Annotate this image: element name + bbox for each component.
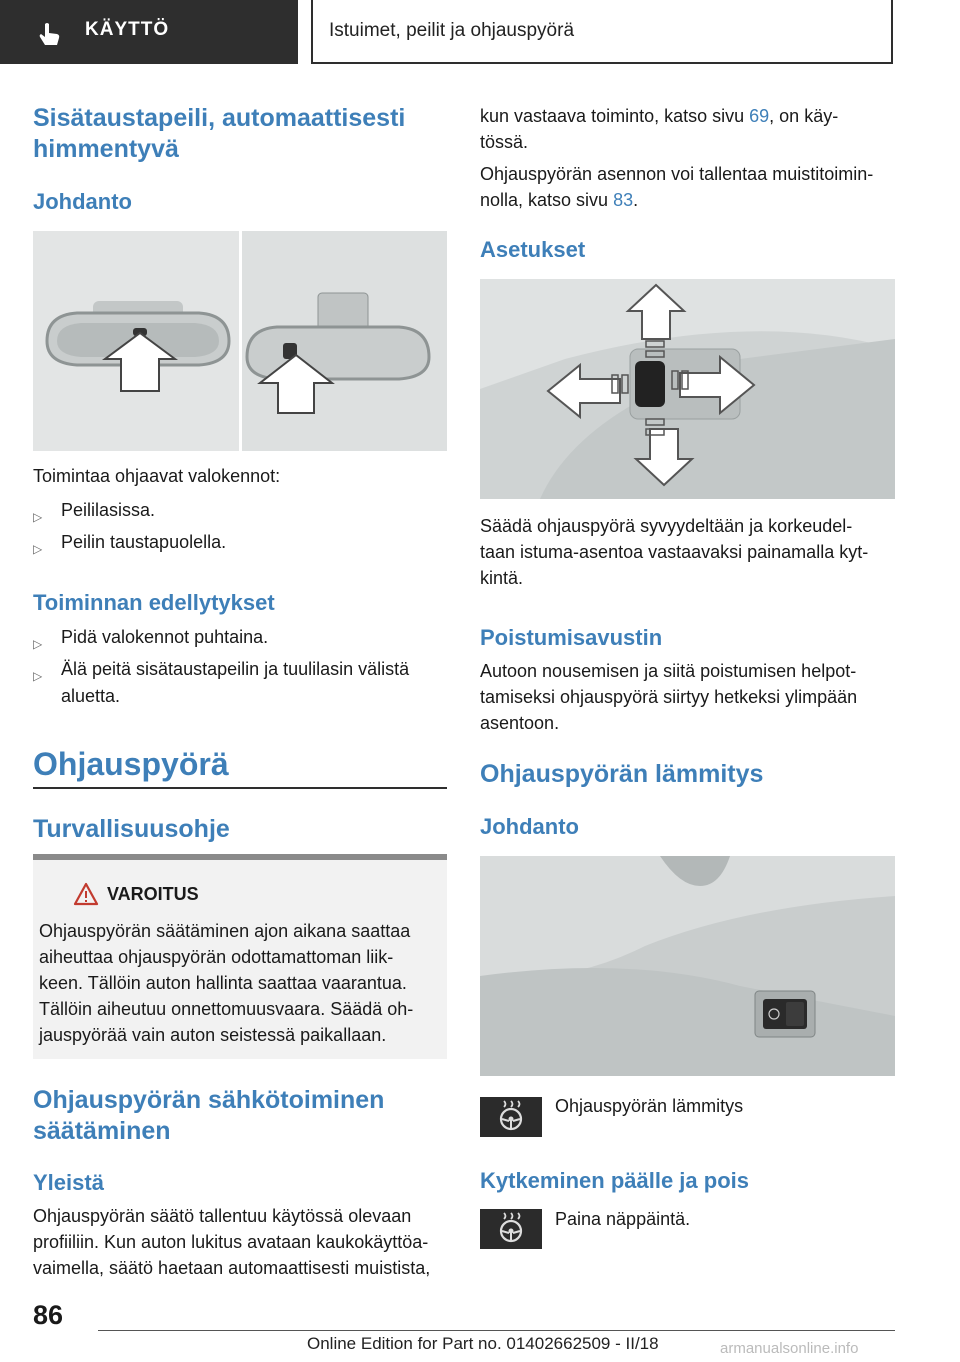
- mirror-photo: [33, 231, 447, 451]
- steering-heading: Ohjauspyörä: [33, 746, 229, 782]
- list-item: ▷ Älä peitä sisätaustapeilin ja tuulilasin välistä: [33, 656, 447, 683]
- general-line: profiiliin. Kun auton lukitus avataan kaukokäyttöa-: [33, 1232, 429, 1252]
- watermark: armanualsonline.info: [720, 1340, 859, 1357]
- warning-line: jauspyörää vain auton seistessä paikallaan.: [39, 1025, 387, 1045]
- continuation-line: tössä.: [480, 132, 529, 152]
- list-item: ▷ Peililasissa.: [33, 497, 447, 524]
- triangle-bullet-icon: ▷: [33, 542, 43, 556]
- settings-line: taan istuma-asentoa vastaavaksi painamalla kyt-: [480, 542, 869, 562]
- exit-line: asentoon.: [480, 713, 560, 733]
- hand-pointer-icon: [36, 20, 64, 48]
- heating-intro-heading: Johdanto: [480, 814, 579, 839]
- warning-line: Ohjauspyörän säätäminen ajon aikana saattaa: [39, 921, 411, 941]
- exit-line: Autoon nousemisen ja siitä poistumisen helpot-: [480, 661, 857, 681]
- warning-label: VAROITUS: [107, 884, 199, 904]
- triangle-bullet-icon: ▷: [33, 510, 43, 524]
- warning-line: keen. Tällöin auton hallinta saattaa vaarantua.: [39, 973, 407, 993]
- footer-rule: [98, 1330, 895, 1331]
- switch-text: Paina näppäintä.: [555, 1209, 691, 1229]
- settings-line: kintä.: [480, 568, 524, 588]
- heating-switch-photo: [480, 856, 895, 1076]
- memory-line: nolla, katso sivu 83.: [480, 190, 639, 210]
- heading-divider: [33, 787, 447, 789]
- settings-line: Säädä ohjauspyörä syvyydeltään ja korkeudel-: [480, 516, 853, 536]
- sensors-text: Toimintaa ohjaavat valokennot:: [33, 466, 281, 486]
- list-item-continuation: aluetta.: [61, 686, 121, 706]
- mirror-intro-heading: Johdanto: [33, 189, 132, 214]
- breadcrumb: [311, 0, 893, 64]
- list-item: ▷ Peilin taustapuolella.: [33, 529, 447, 556]
- settings-heading: Asetukset: [480, 237, 586, 262]
- continuation-line: kun vastaava toiminto, katso sivu 69, on käy-: [480, 106, 839, 126]
- header-section-tab: [0, 0, 298, 64]
- triangle-bullet-icon: ▷: [33, 637, 43, 651]
- electric-heading-line2: säätäminen: [33, 1117, 171, 1145]
- exit-heading: Poistumisavustin: [480, 625, 663, 650]
- warning-line: aiheuttaa ohjauspyörän odottamattoman liik-: [39, 947, 394, 967]
- list-item: ▷ Pidä valokennot puhtaina.: [33, 624, 447, 651]
- exit-line: tamiseksi ohjauspyörä siirtyy hetkeksi ylimpään: [480, 687, 858, 707]
- warning-triangle-icon: [73, 882, 99, 906]
- general-line: Ohjauspyörän säätö tallentuu käytössä olevaan: [33, 1206, 412, 1226]
- general-line: vaimella, säätö haetaan automaattisesti muistista,: [33, 1258, 431, 1278]
- warning-line: Tällöin aiheutuu onnettomuusvaara. Säädä oh-: [39, 999, 414, 1019]
- heating-button-symbol: [480, 1209, 542, 1249]
- mirror-heading-line2: himmentyvä: [33, 135, 179, 163]
- mirror-heading-line1: Sisätaustapeili, automaattisesti: [33, 104, 406, 132]
- steering-adjust-photo: [480, 279, 895, 499]
- heating-button-symbol: [480, 1097, 542, 1137]
- page-link-69[interactable]: 69: [749, 106, 770, 126]
- electric-heading-line1: Ohjauspyörän sähkötoiminen: [33, 1086, 385, 1114]
- breadcrumb-text: Istuimet, peilit ja ohjauspyörä: [329, 20, 575, 41]
- triangle-bullet-icon: ▷: [33, 669, 43, 683]
- footer-edition: Online Edition for Part no. 01402662509 - II/18: [307, 1334, 659, 1353]
- section-title: KÄYTTÖ: [85, 19, 170, 40]
- page-link-83[interactable]: 83: [613, 190, 634, 210]
- safety-heading: Turvallisuusohje: [33, 815, 230, 843]
- conditions-heading: Toiminnan edellytykset: [33, 590, 275, 615]
- page-number: 86: [33, 1300, 64, 1330]
- steering-heat-icon: [480, 1209, 542, 1249]
- heating-icon-label: Ohjauspyörän lämmitys: [555, 1096, 744, 1116]
- switch-heading: Kytkeminen päälle ja pois: [480, 1168, 749, 1193]
- memory-line: Ohjauspyörän asennon voi tallentaa muistitoimin-: [480, 164, 874, 184]
- steering-heat-icon: [480, 1097, 542, 1137]
- general-heading: Yleistä: [33, 1170, 104, 1195]
- warning-box: [33, 854, 447, 1059]
- heating-heading: Ohjauspyörän lämmitys: [480, 760, 764, 788]
